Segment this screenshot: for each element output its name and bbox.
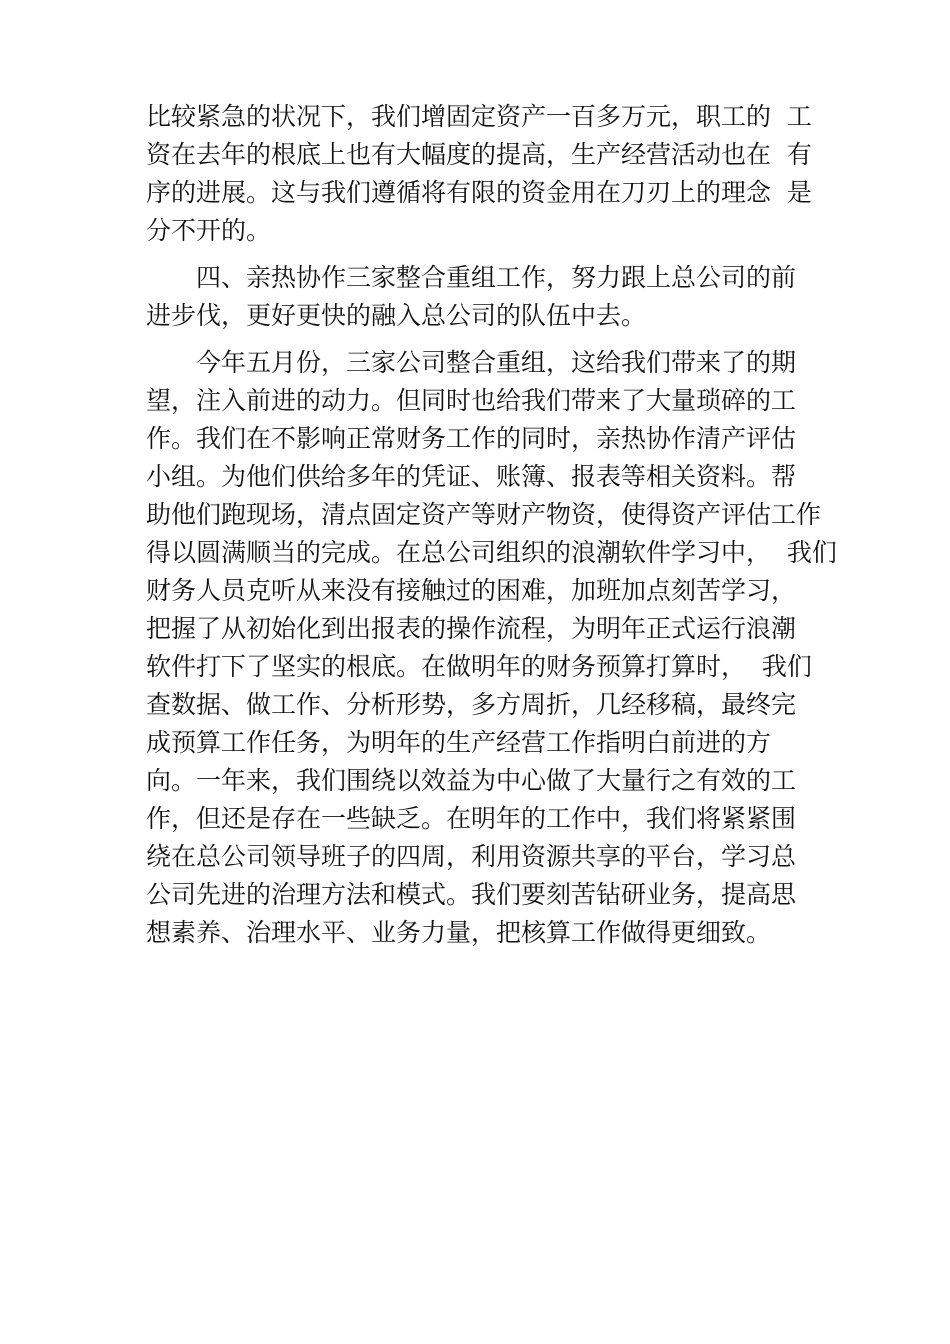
heading-line: 四、亲热协作三家整合重组工作，努力跟上总公司的前 [196,263,797,292]
text-line: 助他们跑现场，清点固定资产等财产物资，使得资产评估工作 [146,500,822,529]
text-line: 绕在总公司领导班子的四周，利用资源共享的平台，学习总 [146,842,797,871]
text-line: 把握了从初始化到出报表的操作流程，为明年正式运行浪潮 [146,614,797,643]
document-body [146,98,846,952]
text-line: 财务人员克听从来没有接触过的困难，加班加点刻苦学习， [146,576,797,605]
text-line: 查数据、做工作、分析形势，多方周折，几经移稿，最终完 [146,690,797,719]
text-line: 资在去年的根底上也有大幅度的提高，生产经营活动也在 有 [146,140,812,169]
text-line: 作。我们在不影响正常财务工作的同时，亲热协作清产评估 [146,424,797,453]
text-line: 小组。为他们供给多年的凭证、账簿、报表等相关资料。帮 [146,462,797,491]
text-line: 向。一年来，我们围绕以效益为中心做了大量行之有效的工 [146,766,797,795]
text-line: 比较紧急的状况下，我们增固定资产一百多万元，职工的 工 [146,102,812,131]
text-line: 公司先进的治理方法和模式。我们要刻苦钻研业务，提高思 [146,880,797,909]
paragraph-main [146,344,846,952]
section-heading-four [146,259,846,335]
text-line: 今年五月份，三家公司整合重组，这给我们带来了的期 [196,348,797,377]
text-line: 分不开的。 [146,216,272,245]
text-line: 成预算工作任务，为明年的生产经营工作指明白前进的方 [146,728,772,757]
text-line: 想素养、治理水平、业务力量，把核算工作做得更细致。 [146,918,772,947]
text-line: 作，但还是存在一些缺乏。在明年的工作中，我们将紧紧围 [146,804,797,833]
heading-line: 进步伐，更好更快的融入总公司的队伍中去。 [146,301,647,330]
text-line: 软件打下了坚实的根底。在做明年的财务预算打算时， 我们 [146,652,812,681]
text-line: 序的进展。这与我们遵循将有限的资金用在刀刃上的理念 是 [146,178,812,207]
text-line: 得以圆满顺当的完成。在总公司组织的浪潮软件学习中， 我们 [146,538,837,567]
text-line: 望，注入前进的动力。但同时也给我们带来了大量琐碎的工 [146,386,797,415]
paragraph-continuation [146,98,846,250]
